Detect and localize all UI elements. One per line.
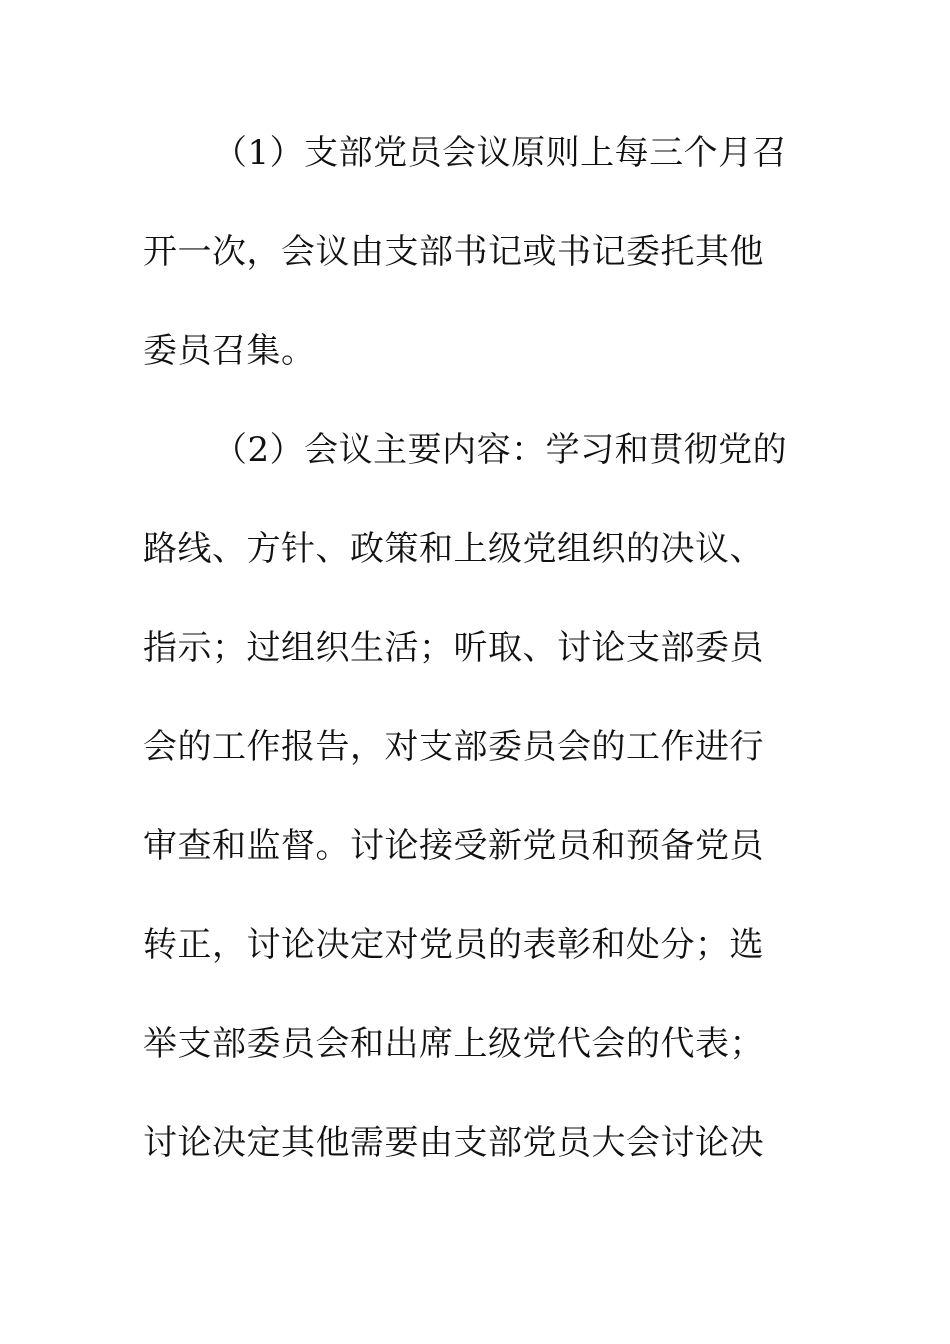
paragraph-1-line-1: （1）支部党员会议原则上每三个月召 — [213, 133, 788, 173]
paragraph-2-line-4: 会的工作报告，对支部委员会的工作进行 — [143, 727, 764, 767]
paragraph-1-line-3: 委员召集。 — [143, 331, 316, 371]
paragraph-2-line-2: 路线、方针、政策和上级党组织的决议、 — [143, 529, 764, 569]
paragraph-1-line-2: 开一次，会议由支部书记或书记委托其他 — [143, 232, 764, 272]
document-body — [143, 120, 788, 1209]
paragraph-2-line-3: 指示；过组织生活；听取、讨论支部委员 — [143, 628, 764, 668]
paragraph-2-line-8: 讨论决定其他需要由支部党员大会讨论决 — [143, 1123, 764, 1163]
paragraph-2-line-6: 转正，讨论决定对党员的表彰和处分；选 — [143, 925, 764, 965]
paragraph-2-line-7: 举支部委员会和出席上级党代会的代表； — [143, 1024, 764, 1064]
paragraph-2-line-1: （2）会议主要内容：学习和贯彻党的 — [213, 430, 788, 470]
paragraph-2-line-5: 审查和监督。讨论接受新党员和预备党员 — [143, 826, 764, 866]
